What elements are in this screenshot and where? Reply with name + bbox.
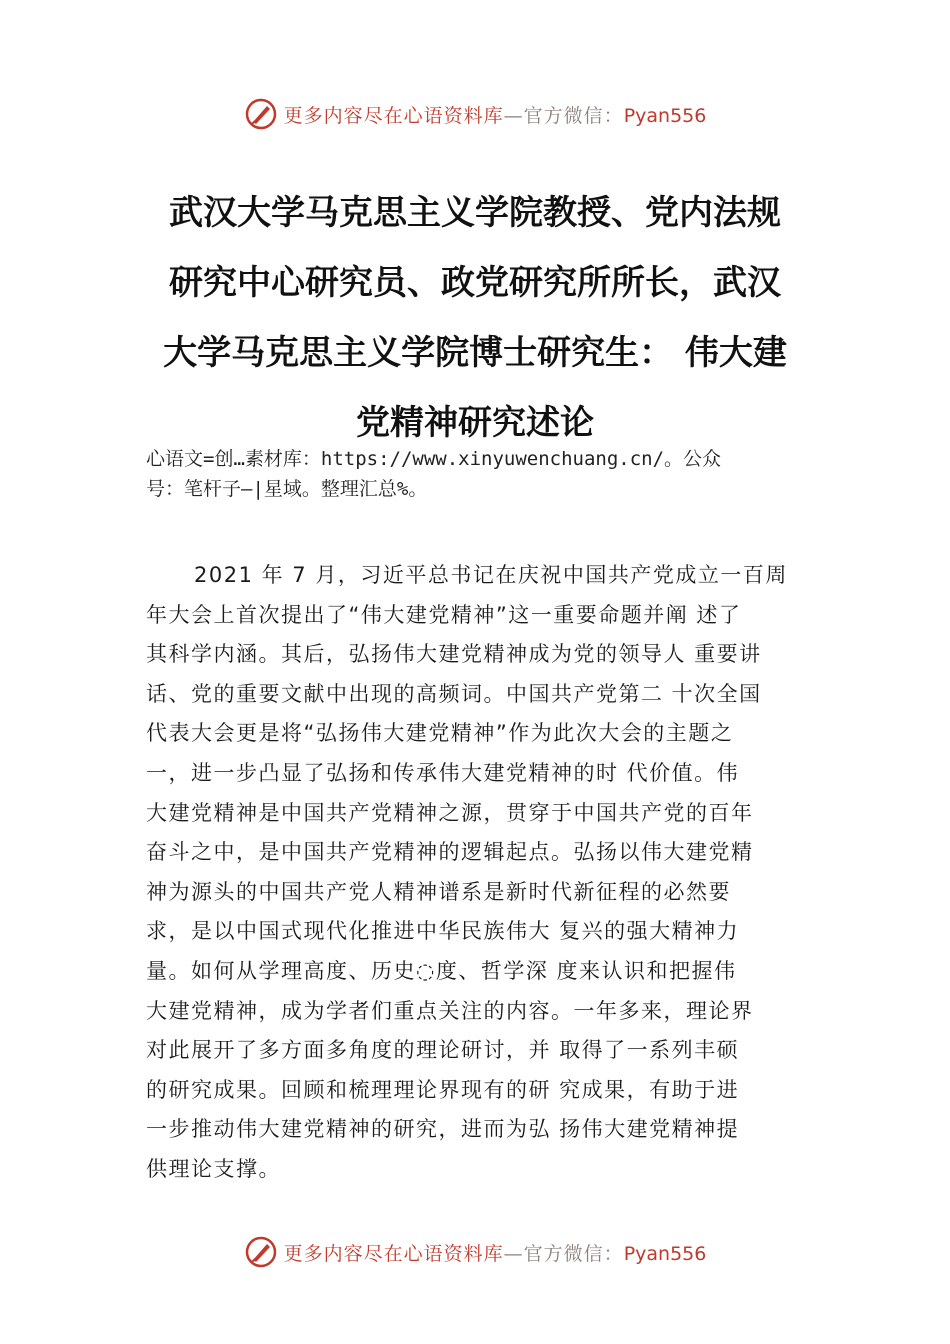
banner-main: 更多内容尽在心语资料库: [283, 104, 504, 127]
body-paragraph: [146, 556, 846, 1190]
paragraph-line: 话、党的重要文献中出现的高频词。中国共产党第二 十次全国: [146, 681, 762, 706]
paragraph-line: 供理论支撑。: [146, 1156, 281, 1181]
footer-banner: [0, 1232, 950, 1272]
title-line: 大学马克思主义学院博士研究生： 伟大建: [163, 333, 787, 373]
fountain-pen-logo-icon: [244, 97, 278, 131]
paragraph-line: 2021 年 7 月，习近平总书记在庆祝中国共产党成立一百周: [194, 563, 788, 587]
source-line: 号：笔杆子—|星域。整理汇总%。: [146, 478, 428, 500]
banner-dash: —: [503, 1242, 524, 1265]
banner-label: 官方微信：: [523, 104, 624, 127]
paragraph-line: 一，进一步凸显了弘扬和传承伟大建党精神的时 代价值。伟: [146, 760, 740, 785]
banner-text: [284, 1239, 707, 1266]
paragraph-line: 奋斗之中，是中国共产党精神的逻辑起点。弘扬以伟大建党精: [146, 840, 754, 865]
title-line: 党精神研究述论: [356, 403, 594, 443]
paragraph-line: 代表大会更是将“弘扬伟大建党精神”作为此次大会的主题之: [146, 721, 734, 746]
banner-text: [284, 101, 707, 128]
banner-dash: —: [503, 104, 524, 127]
paragraph-line: 量。如何从学理高度、历史◌度、哲学深 度来认识和把握伟: [146, 958, 737, 983]
banner-code: Pyan556: [623, 1242, 707, 1265]
paragraph-line: 神为源头的中国共产党人精神谱系是新时代新征程的必然要: [146, 879, 731, 904]
banner-label: 官方微信：: [523, 1242, 624, 1265]
paragraph-line: 年大会上首次提出了“伟大建党精神”这一重要命题并阐 述了: [146, 602, 742, 627]
paragraph-line: 大建党精神是中国共产党精神之源，贯穿于中国共产党的百年: [146, 800, 754, 825]
fountain-pen-logo-icon: [244, 1235, 278, 1269]
paragraph-line: 对此展开了多方面多角度的理论研讨，并 取得了一系列丰硕: [146, 1038, 740, 1063]
title-line: 武汉大学马克思主义学院教授、党内法规: [169, 193, 781, 233]
title-line: 研究中心研究员、政党研究所所长，武汉: [169, 263, 781, 303]
paragraph-line: 大建党精神，成为学者们重点关注的内容。一年多来，理论界: [146, 998, 754, 1023]
header-banner: [0, 94, 950, 134]
document-title: [130, 178, 820, 458]
banner-code: Pyan556: [623, 104, 707, 127]
paragraph-line: 一步推动伟大建党精神的研究，进而为弘 扬伟大建党精神提: [146, 1117, 740, 1142]
paragraph-line: 求，是以中国式现代化推进中华民族伟大 复兴的强大精神力: [146, 919, 740, 944]
paragraph-line: 其科学内涵。其后，弘扬伟大建党精神成为党的领导人 重要讲: [146, 642, 762, 667]
paragraph-line: 的研究成果。回顾和梳理理论界现有的研 究成果，有助于进: [146, 1077, 740, 1102]
source-note: [146, 444, 836, 504]
banner-main: 更多内容尽在心语资料库: [283, 1242, 504, 1265]
source-line: 心语文=创…素材库：https://www.xinyuwenchuang.cn/。公众: [146, 448, 722, 470]
